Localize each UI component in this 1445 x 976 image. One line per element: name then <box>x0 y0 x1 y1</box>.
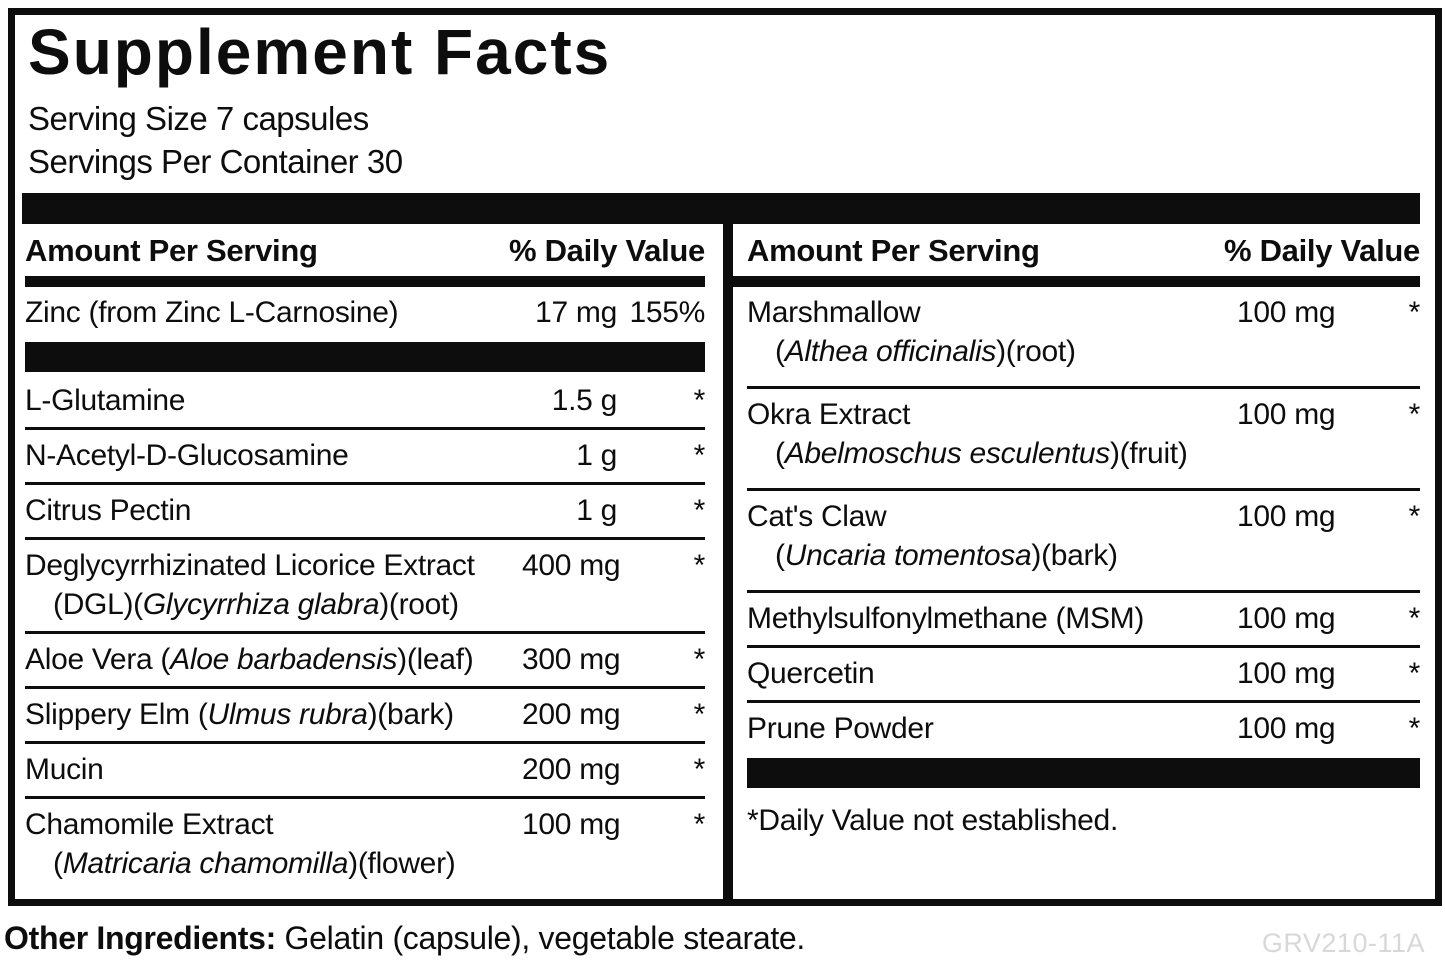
ingredient-daily-value: * <box>1408 712 1420 746</box>
ingredient-amount: 100 mg <box>1237 602 1336 636</box>
ingredient-row <box>25 430 705 482</box>
ingredient-name-text: ( <box>775 335 785 369</box>
other-ingredients-label: Other Ingredients: <box>4 920 276 956</box>
ingredient-row-main <box>25 381 705 420</box>
left-column-header <box>25 231 705 271</box>
header-separator-bar <box>25 276 705 287</box>
label-head <box>15 15 1435 184</box>
ingredient-name <box>25 293 522 332</box>
ingredient-amount: 100 mg <box>522 808 621 842</box>
ingredient-amount: 1 g <box>576 494 617 528</box>
botanical-name: Aloe barbadensis <box>170 643 398 677</box>
ingredient-name <box>25 805 522 844</box>
ingredient-row <box>747 703 1420 755</box>
ingredient-amount: 100 mg <box>1237 500 1336 534</box>
ingredient-row-main <box>25 750 705 789</box>
ingredient-row-main <box>25 491 705 530</box>
amount-per-serving-header: Amount Per Serving <box>747 232 1040 268</box>
botanical-name: Glycyrrhiza glabra <box>142 588 380 622</box>
ingredient-daily-value: * <box>693 384 705 418</box>
ingredient-row <box>747 491 1420 590</box>
ingredient-row <box>25 634 705 686</box>
serving-info <box>28 98 1421 184</box>
top-separator-bar <box>22 193 1420 224</box>
ingredient-daily-value: 155% <box>629 296 705 330</box>
ingredient-botanical <box>747 434 1420 481</box>
ingredient-row-main <box>25 805 705 844</box>
ingredient-row-main <box>25 546 705 585</box>
ingredient-row-main <box>25 293 705 332</box>
ingredient-name <box>25 381 522 420</box>
other-ingredients-text: Gelatin (capsule), vegetable stearate. <box>275 920 806 956</box>
ingredient-amount: 200 mg <box>522 698 621 732</box>
serving-size-line: Serving Size 7 capsules <box>28 100 369 138</box>
ingredient-name-text: )(flower) <box>348 847 456 881</box>
ingredient-name-text: Quercetin <box>747 657 875 691</box>
ingredient-botanical <box>25 844 705 883</box>
ingredient-name <box>25 436 522 475</box>
ingredient-daily-value: * <box>1408 602 1420 636</box>
ingredient-row <box>747 389 1420 488</box>
ingredient-daily-value: * <box>1408 500 1420 534</box>
daily-value-header: % Daily Value <box>509 232 705 268</box>
ingredient-daily-value: * <box>693 439 705 473</box>
ingredient-name-text: Marshmallow <box>747 296 921 330</box>
column-divider <box>723 224 733 899</box>
daily-value-footnote: *Daily Value not established. <box>747 804 1118 838</box>
botanical-name: Ulmus rubra <box>207 698 368 732</box>
ingredient-amount: 1.5 g <box>551 384 617 418</box>
botanical-name: Uncaria tomentosa <box>784 539 1032 573</box>
ingredient-name-text: Cat's Claw <box>747 500 887 534</box>
ingredient-name-text: )(bark) <box>367 698 454 732</box>
ingredient-daily-value: * <box>1408 398 1420 432</box>
ingredient-name-text: )(bark) <box>1031 539 1118 573</box>
ingredient-botanical <box>747 332 1420 379</box>
ingredient-row <box>25 540 705 631</box>
ingredient-amount: 400 mg <box>522 549 621 583</box>
ingredient-row <box>25 375 705 427</box>
ingredient-name-text: Methylsulfonylmethane (MSM) <box>747 602 1145 636</box>
ingredient-amount: 100 mg <box>1237 398 1336 432</box>
ingredient-amount: 17 mg <box>535 296 617 330</box>
ingredient-row-main <box>25 436 705 475</box>
ingredient-name-text: Mucin <box>25 753 104 787</box>
ingredient-amount: 1 g <box>576 439 617 473</box>
ingredient-name-text: Deglycyrrhizinated Licorice Extract <box>25 549 475 583</box>
ingredient-row <box>747 648 1420 700</box>
ingredient-row <box>25 799 705 890</box>
botanical-name: Abelmoschus esculentus <box>784 437 1110 471</box>
ingredient-daily-value: * <box>693 549 705 583</box>
other-ingredients-line <box>4 918 805 960</box>
ingredient-name-text: Slippery Elm ( <box>25 698 208 732</box>
ingredient-name <box>747 654 1237 693</box>
ingredient-name-text: Aloe Vera ( <box>25 643 171 677</box>
ingredient-row <box>25 287 705 339</box>
ingredient-daily-value: * <box>693 494 705 528</box>
ingredient-row-main <box>747 293 1420 332</box>
left-column <box>15 224 723 899</box>
ingredient-amount: 200 mg <box>522 753 621 787</box>
ingredient-name-text: )(leaf) <box>397 643 474 677</box>
ingredient-name-text: ( <box>775 539 785 573</box>
left-column-rows <box>25 287 705 890</box>
right-column-rows <box>747 287 1420 791</box>
botanical-name: Althea officinalis <box>784 335 997 369</box>
ingredient-name <box>747 709 1237 748</box>
header-separator-bar <box>733 276 1420 287</box>
ingredient-row <box>747 593 1420 645</box>
ingredient-name-text: ( <box>775 437 785 471</box>
ingredient-daily-value: * <box>693 698 705 732</box>
ingredient-name <box>25 750 522 789</box>
ingredient-name-text: Prune Powder <box>747 712 934 746</box>
ingredient-amount: 100 mg <box>1237 296 1336 330</box>
ingredient-daily-value: * <box>693 753 705 787</box>
ingredient-row <box>25 485 705 537</box>
ingredient-row-main <box>747 497 1420 536</box>
ingredient-name <box>25 640 522 679</box>
ingredient-name-text: Okra Extract <box>747 398 911 432</box>
ingredient-name <box>747 293 1237 332</box>
ingredient-amount: 300 mg <box>522 643 621 677</box>
supplement-facts-label <box>8 8 1442 906</box>
ingredient-botanical <box>25 585 705 624</box>
ingredient-name <box>25 695 522 734</box>
ingredient-row-main <box>747 709 1420 748</box>
right-column <box>733 224 1435 899</box>
ingredient-name <box>747 497 1237 536</box>
ingredient-name-text: N-Acetyl-D-Glucosamine <box>25 439 349 473</box>
ingredient-botanical <box>747 536 1420 583</box>
ingredient-name <box>747 395 1237 434</box>
ingredient-row-main <box>747 654 1420 693</box>
facts-columns <box>15 224 1435 899</box>
ingredient-name-text: )(root) <box>996 335 1076 369</box>
ingredient-daily-value: * <box>1408 657 1420 691</box>
ingredient-name-text: Citrus Pectin <box>25 494 192 528</box>
ingredient-row-main <box>25 640 705 679</box>
daily-value-header: % Daily Value <box>1224 232 1420 268</box>
ingredient-name-text: Chamomile Extract <box>25 808 274 842</box>
section-separator-bar <box>25 342 705 372</box>
ingredient-row <box>25 689 705 741</box>
ingredient-row <box>747 287 1420 386</box>
ingredient-name-text: )(root) <box>379 588 459 622</box>
ingredient-name-text: ( <box>53 847 63 881</box>
amount-per-serving-header: Amount Per Serving <box>25 232 318 268</box>
ingredient-row-main <box>25 695 705 734</box>
ingredient-row <box>25 744 705 796</box>
ingredient-row-main <box>747 395 1420 434</box>
ingredient-name-text: )(fruit) <box>1109 437 1188 471</box>
label-title: Supplement Facts <box>28 16 612 88</box>
ingredient-name <box>25 491 522 530</box>
ingredient-name-text: (DGL)( <box>53 588 143 622</box>
ingredient-name <box>25 546 522 585</box>
ingredient-name <box>747 599 1237 638</box>
servings-per-container-line: Servings Per Container 30 <box>28 143 403 181</box>
ingredient-row-main <box>747 599 1420 638</box>
ingredient-daily-value: * <box>1408 296 1420 330</box>
ingredient-name-text: Zinc (from Zinc L-Carnosine) <box>25 296 399 330</box>
right-column-header <box>747 231 1420 271</box>
section-separator-bar <box>747 758 1420 788</box>
product-code: GRV210-11A <box>1261 928 1425 958</box>
ingredient-daily-value: * <box>693 643 705 677</box>
ingredient-amount: 100 mg <box>1237 712 1336 746</box>
ingredient-name-text: L-Glutamine <box>25 384 186 418</box>
ingredient-amount: 100 mg <box>1237 657 1336 691</box>
ingredient-daily-value: * <box>693 808 705 842</box>
botanical-name: Matricaria chamomilla <box>62 847 349 881</box>
